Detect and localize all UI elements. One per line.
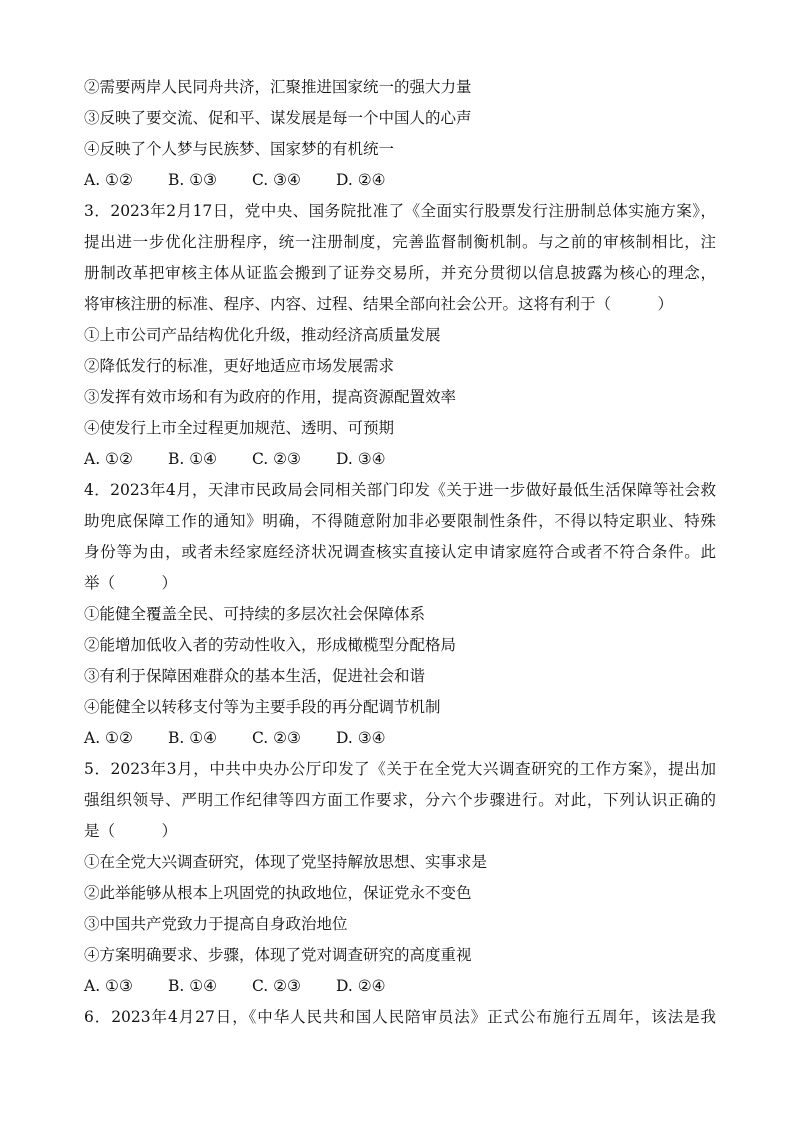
question-5-item-4: ④方案明确要求、步骤，体现了党对调查研究的高度重视 [84, 946, 472, 964]
question-4-stem-line: 举（ ） [84, 574, 178, 592]
question-4-item-2: ②能增加低收入者的劳动性收入，形成橄榄型分配格局 [84, 636, 457, 654]
question-4-options [84, 723, 716, 754]
question-5-stem-line: 5．2023年3月，中共中央办公厅印发了《关于在全党大兴调查研究的工作方案》，提出加 [84, 760, 716, 778]
option-b: B. ①④ [168, 729, 218, 747]
question-4-stem-line: 4．2023年4月，天津市民政局会同相关部门印发《关于进一步做好最低生活保障等社会救 [84, 481, 716, 499]
question-5-item-2: ②此举能够从根本上巩固党的执政地位，保证党永不变色 [84, 884, 472, 902]
option-b: B. ①③ [168, 171, 218, 189]
question-3-stem-line: 提出进一步优化注册程序，统一注册制度，完善监督制衡机制。与之前的审核制相比，注 [84, 233, 716, 251]
question-4-stem-line: 身份等为由，或者未经家庭经济状况调查核实直接认定申请家庭符合或者不符合条件。此 [84, 543, 716, 561]
option-d: D. ②④ [336, 977, 386, 995]
question-5 [84, 754, 716, 1002]
question-2-item-3: ③反映了要交流、促和平、谋发展是每一个中国人的心声 [84, 109, 472, 127]
option-c: C. ②③ [252, 729, 301, 747]
question-5-item-1: ①在全党大兴调查研究，体现了党坚持解放思想、实事求是 [84, 853, 488, 871]
question-3-item-3: ③发挥有效市场和有为政府的作用，提高资源配置效率 [84, 388, 457, 406]
page-content [84, 72, 716, 1033]
question-2-item-2: ②需要两岸人民同舟共济，汇聚推进国家统一的强大力量 [84, 78, 472, 96]
option-a: A. ①② [84, 171, 133, 189]
option-a: A. ①② [84, 729, 133, 747]
option-c: C. ③④ [252, 171, 301, 189]
question-4-item-1: ①能健全覆盖全民、可持续的多层次社会保障体系 [84, 605, 426, 623]
question-4-stem-line: 助兜底保障工作的通知》明确，不得随意附加非必要限制性条件，不得以特定职业、特殊 [84, 512, 716, 530]
option-d: D. ②④ [336, 171, 386, 189]
question-5-item-3: ③中国共产党致力于提高自身政治地位 [84, 915, 348, 933]
option-a: A. ①② [84, 450, 133, 468]
question-3-item-4: ④使发行上市全过程更加规范、透明、可预期 [84, 419, 395, 437]
question-3-stem-line: 3．2023年2月17日，党中央、国务院批准了《全面实行股票发行注册制总体实施方案》， [84, 202, 716, 220]
question-5-options [84, 971, 716, 1002]
question-4-item-3: ③有利于保障困难群众的基本生活，促进社会和谐 [84, 667, 426, 685]
question-2-tail [84, 72, 716, 196]
question-3 [84, 196, 716, 475]
question-4-item-4: ④能健全以转移支付等为主要手段的再分配调节机制 [84, 698, 441, 716]
question-6 [84, 1002, 716, 1033]
question-3-stem-line: 册制改革把审核主体从证监会搬到了证券交易所，并充分贯彻以信息披露为核心的理念， [84, 264, 716, 282]
question-6-stem-line: 6．2023年4月27日，《中华人民共和国人民陪审员法》正式公布施行五周年，该法是我 [84, 1008, 716, 1026]
option-c: C. ②③ [252, 977, 301, 995]
option-d: D. ③④ [336, 450, 386, 468]
question-3-item-1: ①上市公司产品结构优化升级，推动经济高质量发展 [84, 326, 441, 344]
option-a: A. ①③ [84, 977, 133, 995]
question-3-item-2: ②降低发行的标准，更好地适应市场发展需求 [84, 357, 395, 375]
option-c: C. ②③ [252, 450, 301, 468]
option-d: D. ③④ [336, 729, 386, 747]
question-2-item-4: ④反映了个人梦与民族梦、国家梦的有机统一 [84, 140, 395, 158]
question-3-stem-line: 将审核注册的标准、程序、内容、过程、结果全部向社会公开。这将有利于（ ） [84, 295, 674, 313]
question-2-options [84, 165, 716, 196]
question-5-stem-line: 强组织领导、严明工作纪律等四方面工作要求，分六个步骤进行。对此，下列认识正确的 [84, 791, 716, 809]
option-b: B. ①④ [168, 450, 218, 468]
question-4 [84, 475, 716, 754]
question-5-stem-line: 是（ ） [84, 822, 178, 840]
question-3-options [84, 444, 716, 475]
option-b: B. ①④ [168, 977, 218, 995]
